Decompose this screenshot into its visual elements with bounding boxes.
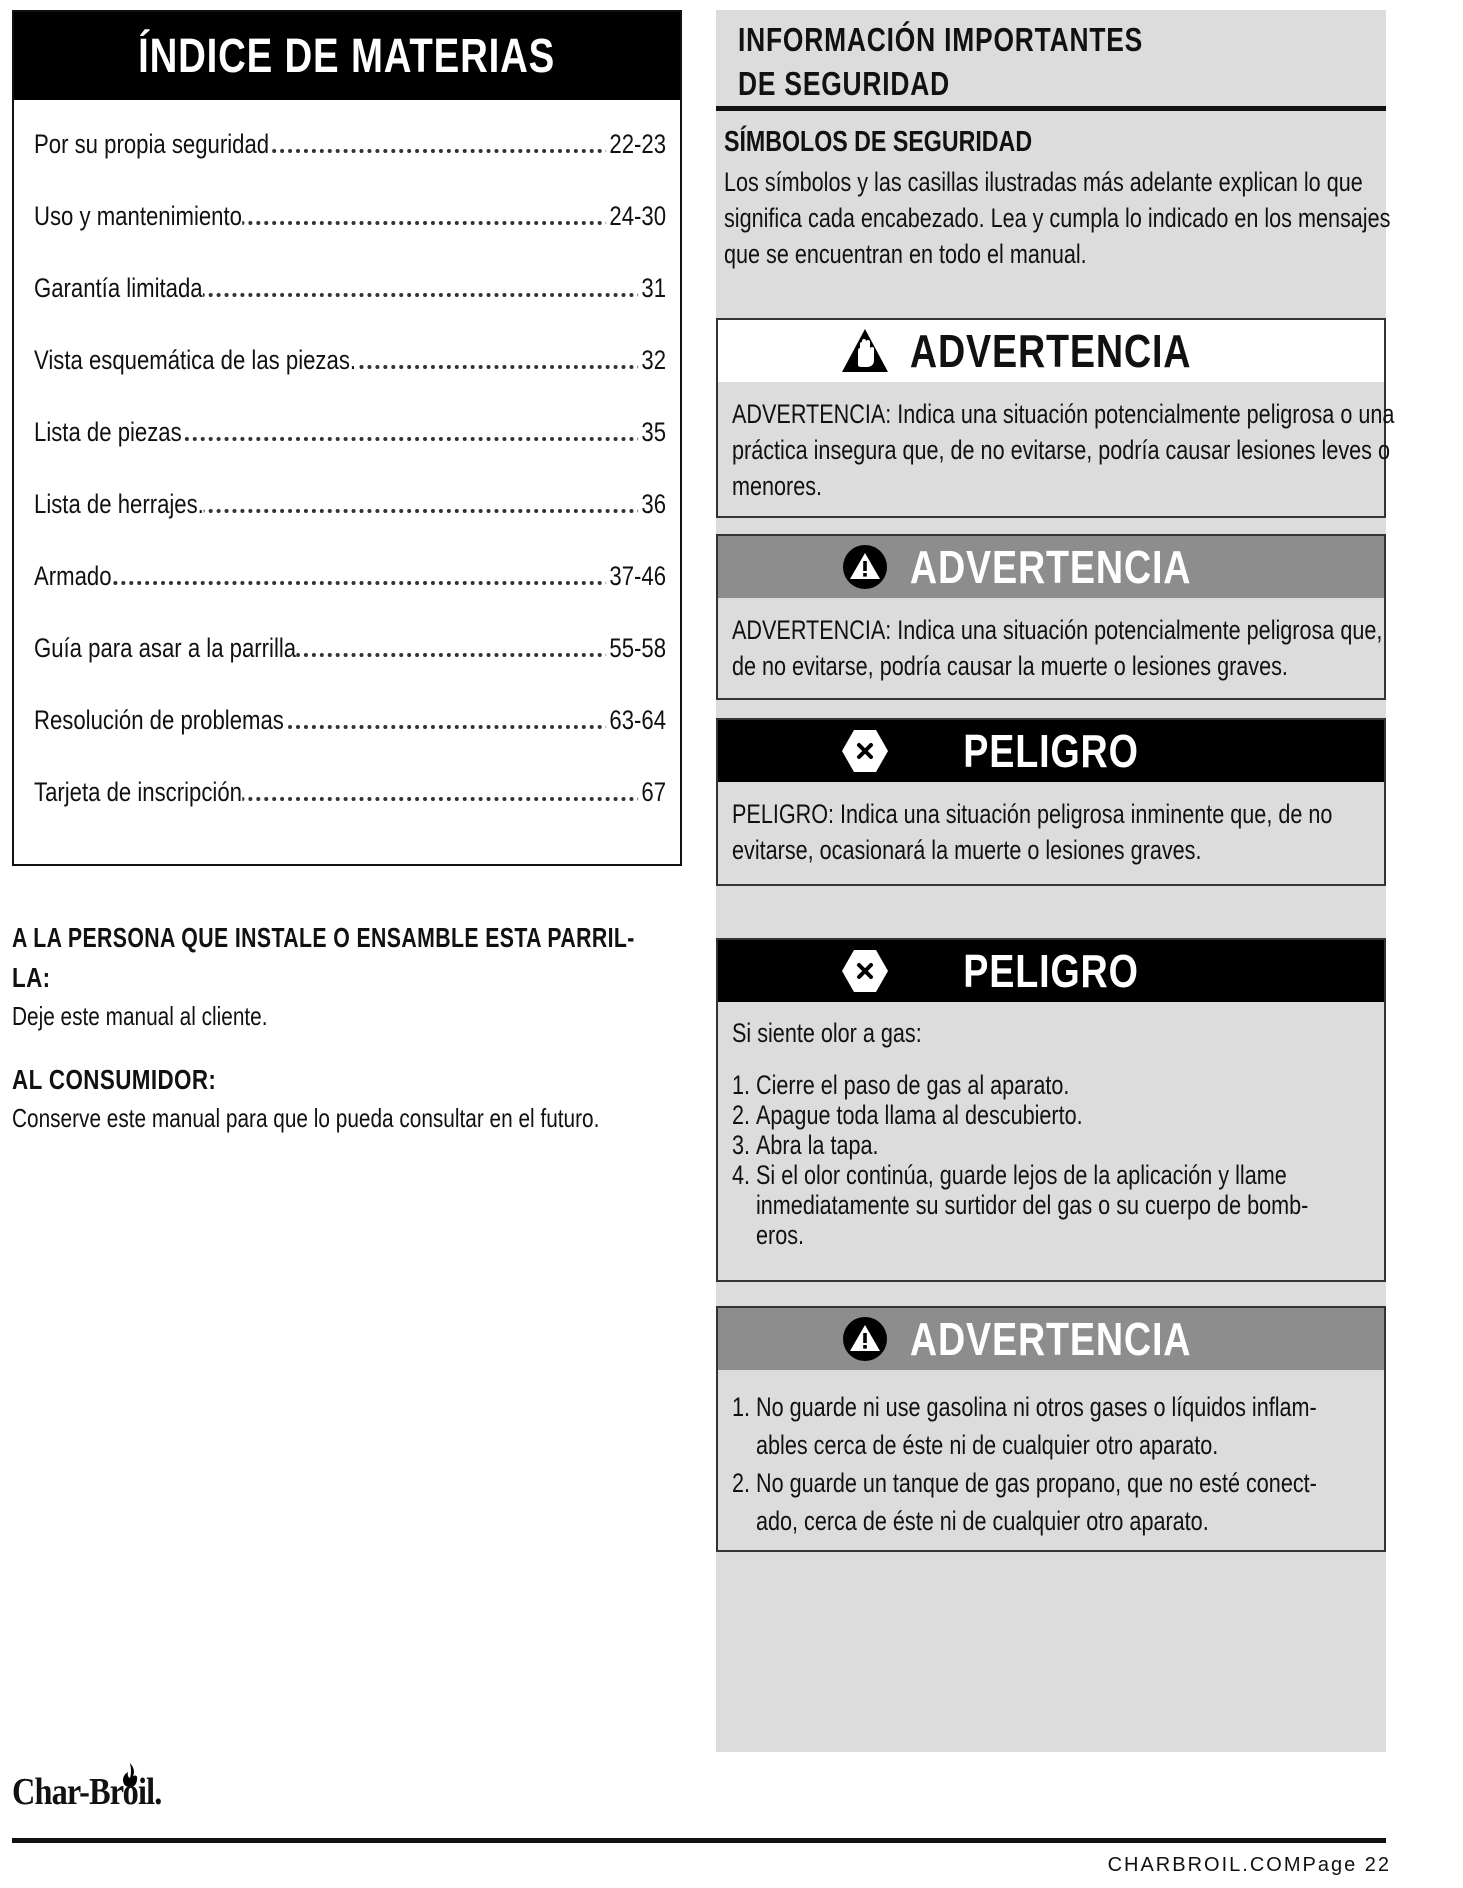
toc-item-page: 24-30 bbox=[606, 201, 666, 232]
list-text: Apague toda llama al descubierto. bbox=[756, 1100, 1083, 1130]
exclamation-warning-icon bbox=[840, 1315, 890, 1363]
consumer-text-line: Conserve este manual para que lo pueda consultar en el futuro. bbox=[12, 1103, 600, 1133]
list-item bbox=[732, 1388, 1370, 1464]
toc-item-page: 55-58 bbox=[606, 633, 666, 664]
toc-item-page: 32 bbox=[638, 345, 666, 376]
toc-item-label: Por su propia seguridad bbox=[34, 129, 270, 159]
toc-item-page: 35 bbox=[638, 417, 666, 448]
storage-warning-box bbox=[716, 1306, 1386, 1552]
list-item bbox=[732, 1464, 1370, 1540]
toc-item-page: 37-46 bbox=[606, 561, 666, 592]
toc-item-label: Resolución de problemas bbox=[34, 705, 284, 735]
toc-title: ÍNDICE DE MATERIAS bbox=[138, 29, 556, 83]
list-item bbox=[732, 1100, 1370, 1130]
gas-danger-list bbox=[732, 1070, 1370, 1250]
list-text: Abra la tapa. bbox=[756, 1130, 879, 1160]
brand-logo bbox=[12, 1770, 188, 1814]
installer-note bbox=[12, 918, 712, 1136]
warning-line: ADVERTENCIA: Indica una situación potencialmente peligrosa que, bbox=[732, 615, 1383, 645]
exclamation-warning-icon bbox=[840, 543, 890, 591]
toc-item[interactable] bbox=[34, 192, 666, 232]
symbols-text-line: Los símbolos y las casillas ilustradas más adelante explican lo que bbox=[724, 167, 1363, 197]
gas-danger-box-body bbox=[718, 1002, 1384, 1264]
toc-item-label: Lista de herrajes. bbox=[34, 489, 204, 519]
x-hexagon-icon bbox=[840, 727, 890, 775]
installer-heading-line: LA: bbox=[12, 962, 51, 993]
installer-heading bbox=[12, 918, 712, 998]
list-item bbox=[732, 1160, 1370, 1250]
footer-rule bbox=[12, 1838, 1386, 1843]
toc-item[interactable] bbox=[34, 696, 666, 736]
toc-item[interactable] bbox=[34, 768, 666, 808]
toc-item-page: 31 bbox=[638, 273, 666, 304]
warning-line: de no evitarse, podría causar la muerte o lesiones graves. bbox=[732, 651, 1288, 681]
storage-warning-box-body bbox=[718, 1370, 1384, 1554]
consumer-heading-line: AL CONSUMIDOR: bbox=[12, 1064, 217, 1095]
list-number: 3. bbox=[732, 1130, 751, 1160]
danger-box bbox=[716, 718, 1386, 886]
danger-box-title: PELIGRO bbox=[963, 725, 1139, 777]
consumer-text bbox=[12, 1100, 712, 1136]
safety-title-line: DE SEGURIDAD bbox=[738, 65, 951, 102]
danger-box-header bbox=[718, 720, 1384, 782]
list-text: No guarde ni use gasolina ni otros gases o líquidos inflam- bbox=[756, 1392, 1317, 1422]
table-of-contents bbox=[12, 10, 682, 866]
storage-warning-list bbox=[732, 1388, 1370, 1540]
toc-leader-dots bbox=[34, 581, 666, 585]
caution-line: ADVERTENCIA: Indica una situación potencialmente peligrosa o una bbox=[732, 399, 1395, 429]
toc-header bbox=[14, 12, 680, 100]
hand-warning-icon bbox=[840, 327, 890, 375]
list-number: 4. bbox=[732, 1160, 751, 1190]
toc-item-page: 36 bbox=[638, 489, 666, 520]
toc-item[interactable] bbox=[34, 336, 666, 376]
toc-item[interactable] bbox=[34, 552, 666, 592]
danger-line: PELIGRO: Indica una situación peligrosa inminente que, de no bbox=[732, 799, 1333, 829]
symbols-text-line: que se encuentran en todo el manual. bbox=[724, 239, 1087, 269]
toc-item-label: Uso y mantenimiento bbox=[34, 201, 242, 231]
warning-box-header bbox=[718, 536, 1384, 598]
warning-box-title: ADVERTENCIA bbox=[910, 541, 1192, 593]
list-text: inmediatamente su surtidor del gas o su cuerpo de bomb- bbox=[756, 1190, 1309, 1220]
toc-item-label: Armado bbox=[34, 561, 112, 591]
list-item bbox=[732, 1130, 1370, 1160]
logo-text: Char-Broil. bbox=[12, 1771, 162, 1813]
caution-box-title: ADVERTENCIA bbox=[910, 325, 1192, 377]
toc-item-page: 67 bbox=[638, 777, 666, 808]
caution-line: práctica insegura que, de no evitarse, podría causar lesiones leves o bbox=[732, 435, 1390, 465]
warning-box-body bbox=[718, 598, 1384, 698]
installer-text bbox=[12, 998, 712, 1034]
symbols-title bbox=[724, 126, 1109, 159]
gas-danger-intro-text: Si siente olor a gas: bbox=[732, 1018, 922, 1048]
symbols-text-line: significa cada encabezado. Lea y cumpla lo indicado en los mensajes bbox=[724, 203, 1391, 233]
x-hexagon-icon bbox=[840, 947, 890, 995]
caution-box-header bbox=[718, 320, 1384, 382]
list-text: ables cerca de éste ni de cualquier otro aparato. bbox=[756, 1430, 1219, 1460]
caution-box bbox=[716, 318, 1395, 518]
toc-item[interactable] bbox=[34, 120, 666, 160]
installer-text-line: Deje este manual al cliente. bbox=[12, 1001, 268, 1031]
caution-box-body bbox=[718, 382, 1395, 518]
list-number: 2. bbox=[732, 1100, 751, 1130]
toc-item-label: Lista de piezas bbox=[34, 417, 182, 447]
installer-heading-line: A LA PERSONA QUE INSTALE O ENSAMBLE ESTA PARRIL- bbox=[12, 922, 635, 953]
safety-title bbox=[738, 18, 1244, 106]
danger-box-body bbox=[718, 782, 1384, 882]
symbols-text bbox=[724, 164, 1463, 272]
list-text: Cierre el paso de gas al aparato. bbox=[756, 1070, 1070, 1100]
list-text: ado, cerca de éste ni de cualquier otro aparato. bbox=[756, 1506, 1209, 1536]
toc-item[interactable] bbox=[34, 264, 666, 304]
toc-item[interactable] bbox=[34, 480, 666, 520]
gas-danger-box-header bbox=[718, 940, 1384, 1002]
symbols-title-text: SÍMBOLOS DE SEGURIDAD bbox=[724, 126, 1033, 158]
toc-item[interactable] bbox=[34, 624, 666, 664]
toc-item-page: 63-64 bbox=[606, 705, 666, 736]
list-text: Si el olor continúa, guarde lejos de la aplicación y llame bbox=[756, 1160, 1287, 1190]
toc-item[interactable] bbox=[34, 408, 666, 448]
storage-warning-box-header bbox=[718, 1308, 1384, 1370]
list-number: 1. bbox=[732, 1070, 751, 1100]
storage-warning-box-title: ADVERTENCIA bbox=[910, 1313, 1192, 1365]
gas-danger-box bbox=[716, 938, 1386, 1282]
list-number: 2. bbox=[732, 1468, 751, 1498]
warning-box bbox=[716, 534, 1386, 700]
danger-line: evitarse, ocasionará la muerte o lesiones graves. bbox=[732, 835, 1202, 865]
list-item bbox=[732, 1070, 1370, 1100]
list-text: eros. bbox=[756, 1220, 805, 1250]
toc-item-label: Guía para asar a la parrilla bbox=[34, 633, 297, 663]
consumer-heading bbox=[12, 1060, 712, 1100]
caution-line: menores. bbox=[732, 471, 823, 501]
toc-item-label: Vista esquemática de las piezas. bbox=[34, 345, 357, 375]
toc-item-label: Garantía limitada bbox=[34, 273, 203, 303]
gas-danger-intro bbox=[732, 1018, 1370, 1048]
list-text: No guarde un tanque de gas propano, que no esté conect- bbox=[756, 1468, 1317, 1498]
toc-item-page: 22-23 bbox=[606, 129, 666, 160]
gas-danger-box-title: PELIGRO bbox=[963, 945, 1139, 997]
toc-item-label: Tarjeta de inscripción bbox=[34, 777, 242, 807]
safety-title-line: INFORMACIÓN IMPORTANTES bbox=[738, 21, 1144, 58]
page-number: CHARBROIL.COMPage 22 bbox=[1107, 1854, 1391, 1876]
list-number: 1. bbox=[732, 1392, 751, 1422]
safety-title-rule bbox=[716, 106, 1386, 111]
